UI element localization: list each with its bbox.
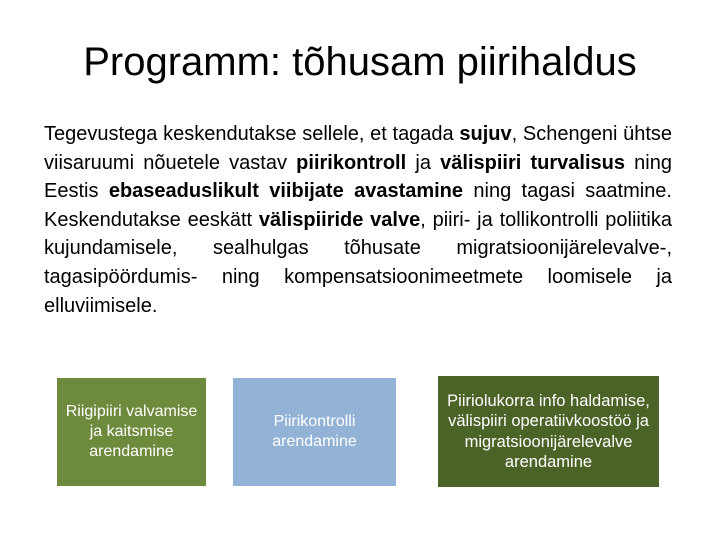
body-paragraph xyxy=(44,120,672,320)
body-text-segment: ning Eestis xyxy=(44,151,672,203)
body-text-segment: , Schengeni ühtse viisaruumi nõuetele vastav xyxy=(44,123,672,174)
box-state-border-guarding xyxy=(57,378,206,486)
body-text-segment: , piiri- ja tollikontrolli poliitika kujundamisele, sealhulgas tõhusate migratsioonijärelevalve-, tagasipöördumis- ning kompensatsioonimeetmete loomisele ja elluviimisele. xyxy=(44,208,673,317)
body-text-segment: ja xyxy=(406,151,441,174)
box-label: Piiriolukorra info haldamise, välispiiri operatiivkoostöö ja migratsioonijärelevalve arendamine xyxy=(447,391,650,471)
emphasis-external-border-surveillance: välispiiride valve xyxy=(258,208,421,231)
slide-title: Programm: tõhusam piirihaldus xyxy=(83,40,637,84)
body-text-segment: ning tagasi saatmine. Keskendutakse eeskätt xyxy=(44,180,672,231)
box-label: Riigipiiri valvamise ja kaitsmise arendamine xyxy=(65,403,198,460)
box-label: Piirikontrolli arendamine xyxy=(272,413,357,450)
body-text-segment: Tegevustega keskendutakse sellele, et tagada xyxy=(44,123,460,145)
emphasis-external-border-security: välispiiri turvalisus xyxy=(440,151,625,174)
box-border-situation-info xyxy=(438,376,659,487)
emphasis-border-control: piirikontroll xyxy=(296,151,407,174)
emphasis-illegal-stayers-detection: ebaseaduslikult viibijate avastamine xyxy=(108,180,464,203)
emphasis-smooth: sujuv xyxy=(459,123,512,145)
box-border-control xyxy=(233,378,396,486)
